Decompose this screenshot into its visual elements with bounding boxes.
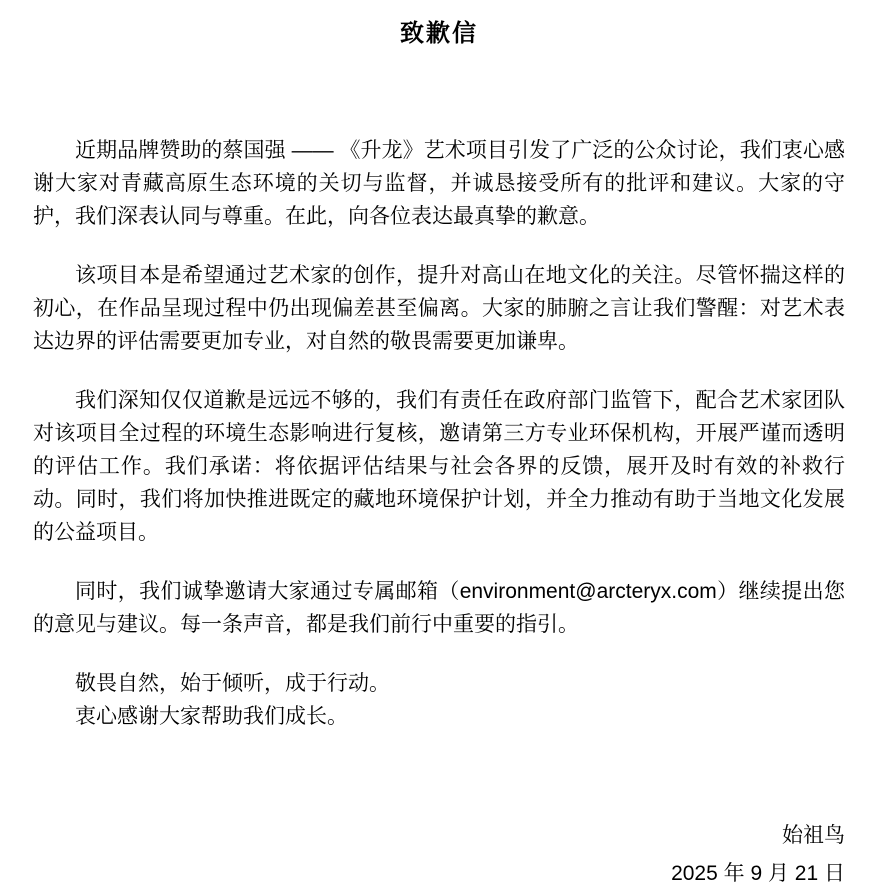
signature-date: 2025 年 9 月 21 日 [671,862,845,882]
signature: 始祖鸟 [782,824,845,847]
letter-paragraph-4: 同时，我们诚挚邀请大家通过专属邮箱（environment@arcteryx.com）继续提出您的意见与建议。每一条声音，都是我们前行中重要的指引。 [33,580,845,636]
signature-block [33,817,845,882]
letter-title: 致歉信 [400,20,478,47]
closing-line-1: 敬畏自然，始于倾听，成于行动。 [75,672,390,695]
letter-closing [33,667,845,733]
letter-paragraph-1: 近期品牌赞助的蔡国强 —— 《升龙》艺术项目引发了广泛的公众讨论，我们衷心感谢大家对青藏高原生态环境的关切与监督，并诚恳接受所有的批评和建议。大家的守护，我们深表认同与尊重。在此，向各位表达最真挚的歉意。 [33,139,845,228]
letter-paragraph-2: 该项目本是希望通过艺术家的创作，提升对高山在地文化的关注。尽管怀揣这样的初心，在作品呈现过程中仍出现偏差甚至偏离。大家的肺腑之言让我们警醒：对艺术表达边界的评估需要更加专业，对自然的敬畏需要更加谦卑。 [33,264,845,353]
closing-line-2: 衷心感谢大家帮助我们成长。 [75,705,348,728]
letter-body [33,134,845,733]
letter-paragraph-3: 我们深知仅仅道歉是远远不够的，我们有责任在政府部门监管下，配合艺术家团队对该项目全过程的环境生态影响进行复核，邀请第三方专业环保机构，开展严谨而透明的评估工作。我们承诺：将依据评估结果与社会各界的反馈，展开及时有效的补救行动。同时，我们将加快推进既定的藏地环境保护计划，并全力推动有助于当地文化发展的公益项目。 [33,389,845,544]
